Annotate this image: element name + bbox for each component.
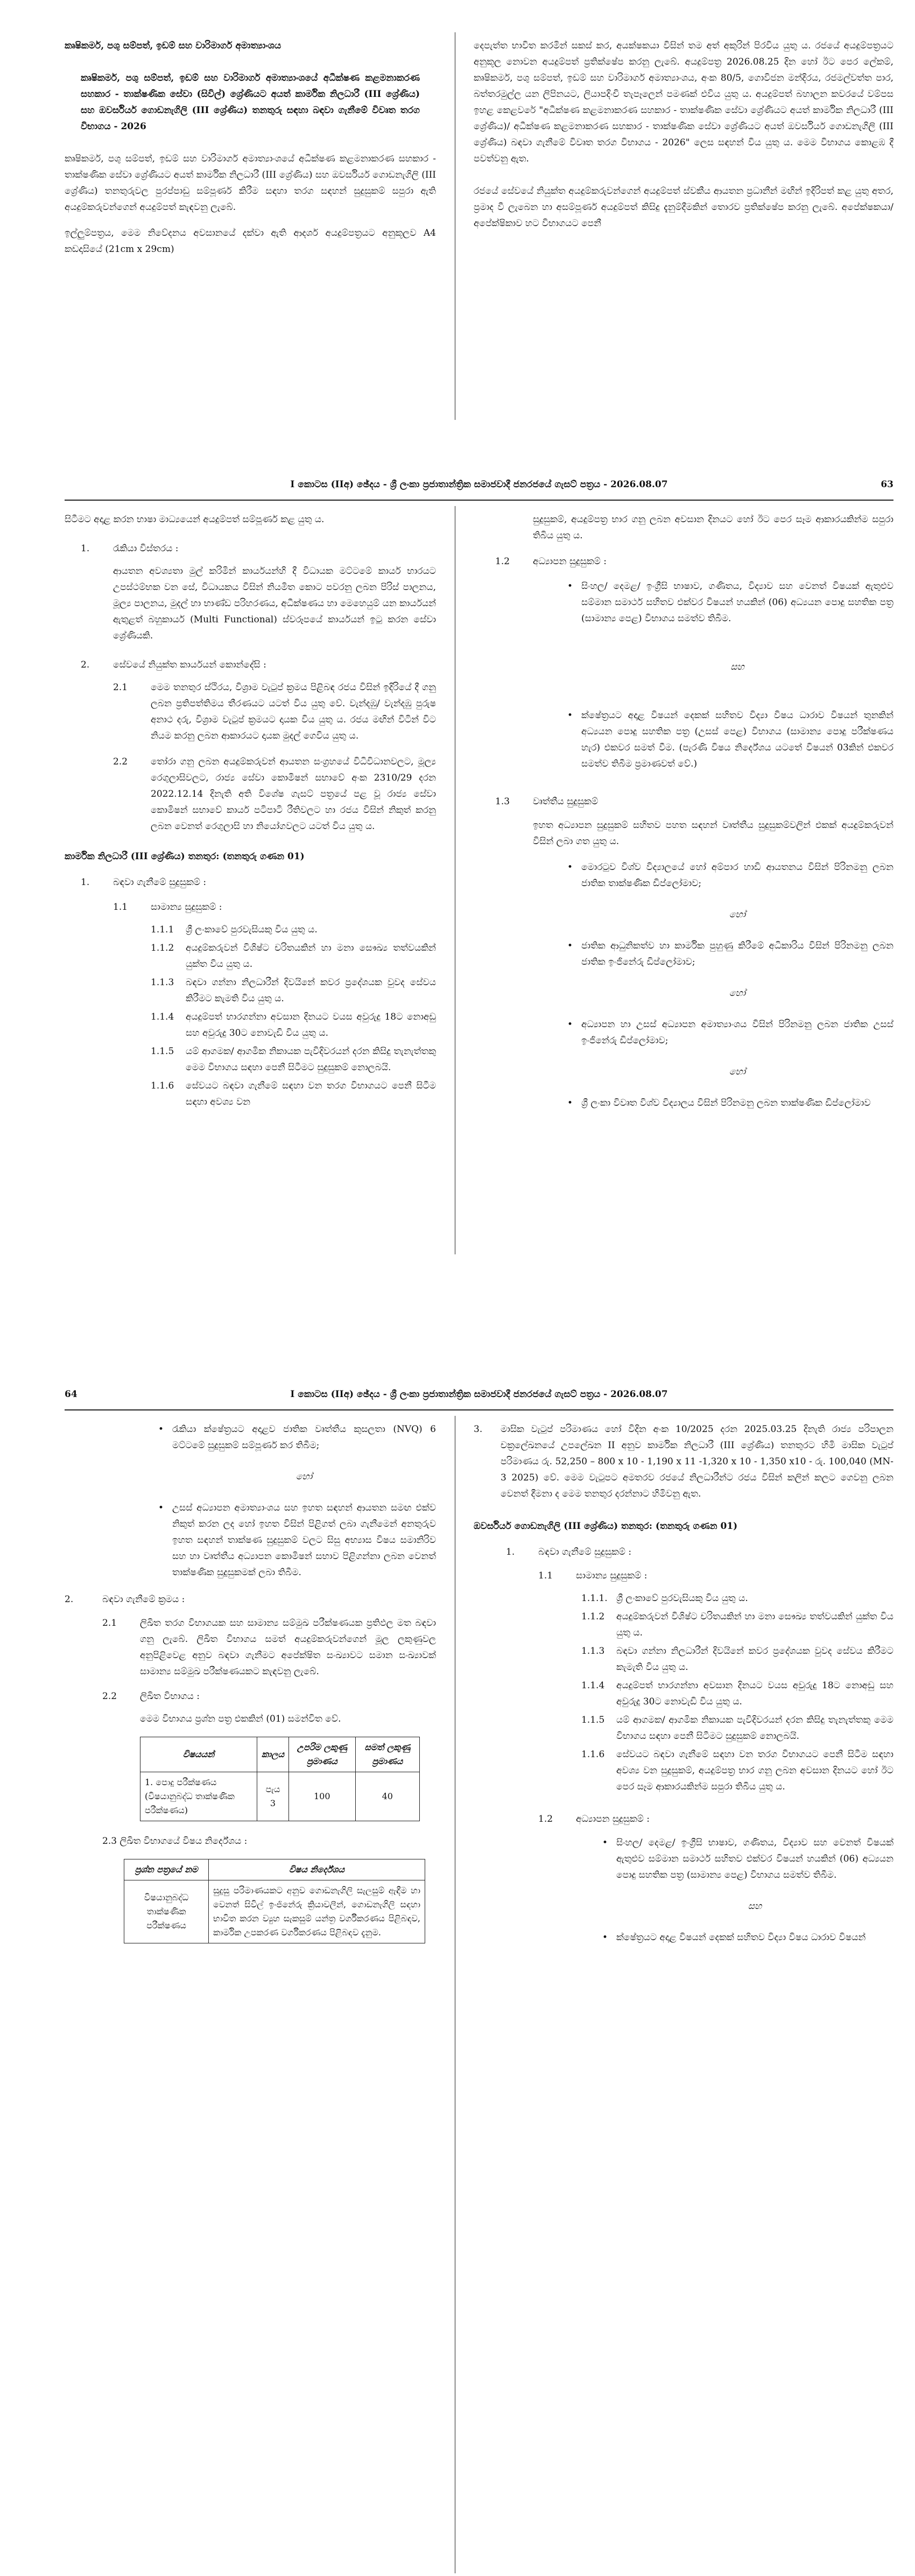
continuation-text: සුදුසුකම්, අයදුම්පත්‍ර භාර ගනු ලබන අවසාන දිනයට හෝ ඊට පෙර සෑම ආකාරයකින්ම සපුරා තිබිය යුතු ය. xyxy=(533,514,893,541)
or-separator: හෝ xyxy=(729,909,746,920)
qualification-item xyxy=(474,1609,893,1641)
section-title: බඳවා ගැනීමේ ක්‍රමය : xyxy=(102,1594,185,1605)
clause-2-2 xyxy=(65,754,436,834)
post-heading-overseer: ඔවර්සියර් ගොඩනැගිලි (III ශ්‍රේණිය) තනතුර: (තනතුරු ගණන 01) xyxy=(474,1521,738,1532)
item-number: 1.1.2 xyxy=(581,1611,605,1622)
item-number: 1.1.3 xyxy=(581,1646,605,1656)
item-text: බඳවා ගන්නා නිලධාරීන් දිවයිනේ කවර ප්‍රදේශයක වුවද සේවය කිරීමට කැමැති විය යුතු ය. xyxy=(616,1646,893,1673)
clause-number: 2.1 xyxy=(102,1618,117,1629)
table-header: කාලය xyxy=(257,1737,289,1772)
syllabus-title: 2.3 ලිඛිත විභාගයේ විෂය නිර්දේශය : xyxy=(102,1836,248,1847)
gazette-page-64 xyxy=(0,1384,915,2576)
or-separator: හෝ xyxy=(295,1471,313,1482)
qualification-item xyxy=(474,1712,893,1744)
item-number: 1.1.5 xyxy=(151,1046,174,1057)
clause-number: 1.1 xyxy=(538,1570,553,1581)
item-number: 1.1.1. xyxy=(581,1593,608,1604)
item-number: 1.1.3 xyxy=(151,977,174,988)
item-text: අයදුම්පත් භාරගන්නා අවසාන දිනයට වයස අවුරුදු 18ට නොඅඩු සහ අවුරුදු 30ට නොවැඩි විය යුතු ය. xyxy=(616,1680,893,1707)
clause-number: 1.2 xyxy=(495,556,510,567)
clause-text: තෝරා ගනු ලබන අයදුම්කරුවන් ආයතන සංග්‍රහයේ විධිවිධානවලට, මූල්‍ය රෙගුලාසිවලට, රාජ්‍ය සේවා කොමිෂන් සභාවේ අංක 2310/29 දරන 2022.12.14 දිනැති අති විශේෂ ගැසට් පත්‍රයේ පළ වූ රාජ්‍ය සේවා කොමිෂන් සභාවේ කාර්ය පටිපාටි රීතිවලට හා රජය විසින් නිකුත් කරනු ලබන වෙනත් රෙගුලාසි හා නියෝගවලට යටත් විය යුතු ය. xyxy=(151,756,436,832)
clause-title: සාමාන්‍ය සුදුසුකම් : xyxy=(576,1570,647,1581)
general-qualification-list xyxy=(65,922,436,1110)
section-title: බඳවා ගැනීමේ සුදුසුකම් : xyxy=(538,1547,632,1557)
clause-number: 1.2 xyxy=(538,1814,553,1824)
education-item: • සිංහල/ දෙමළ/ ඉංග්‍රීසි භාෂාව, ගණිතය, විද්‍යාව සහ වෙනත් විෂයක් ඇතුළුව සම්මාන සමාර්ථ සහිතව එක්වර විෂයන් හයකින් (06) අධ්‍යයන පොදු සහතික පත්‍ර (සාමාන්‍ය පෙළ) විභාගය සමත්ව තිබීම. xyxy=(616,1835,893,1883)
section-number: 1. xyxy=(506,1547,515,1557)
clause-2-2 xyxy=(65,1688,436,1704)
and-separator: සහ xyxy=(730,662,744,672)
vocational-item: • අධ්‍යාපන හා උසස් අධ්‍යාපන අමාත්‍යාංශය විසින් පිරිනමනු ලබන ජාතික උසස් ඉංජිනේරු ඩිප්ලෝමාව; xyxy=(581,1016,893,1049)
application-format-paragraph: ඉල්ලුම්පත්‍රය, මෙම නිවේදනය අවසානයේ දක්වා ඇති ආදර්ශ අයදුම්පත්‍රයට අනුකූලව A4 කඩදාසියේ (21cm x 29cm) xyxy=(65,228,436,255)
table-header: ප්‍රශ්න පත්‍රයේ නම xyxy=(124,1859,209,1880)
table-cell: විෂයානුබද්ධ තාක්ෂණික පරීක්ෂණය xyxy=(124,1880,209,1943)
page-number: 63 xyxy=(881,479,893,490)
qualification-item xyxy=(65,940,436,972)
header-title: I කොටස (IIඅ) ඡේදය - ශ්‍රී ලංකා ප්‍රජාතාන්ත්‍රික සමාජවාදී ජනරජයේ ගැසට් පත්‍රය - 2026.08.07 xyxy=(290,1389,668,1400)
table-cell: 100 xyxy=(289,1772,356,1821)
vocational-item: • ජාතික ආධුනිකත්ව හා කාර්මික පුහුණු කිරීමේ අධිකාරිය විසින් පිරිනමනු ලබන ජාතික ඉංජිනේරු ඩිප්ලෝමාව; xyxy=(581,938,893,970)
item-number: 1.1.4 xyxy=(581,1680,605,1691)
item-number: 1.1.1 xyxy=(151,924,174,935)
item-number: 1.1.5 xyxy=(581,1715,605,1725)
page64-left-column xyxy=(65,1421,436,1943)
table-header: සමත් ලකුණු ප්‍රමාණය xyxy=(355,1737,419,1772)
post-heading-technical-officer: කාර්මික නිලධාරී (III ශ්‍රේණිය) තනතුර: (තනතුරු ගණන 01) xyxy=(65,851,305,862)
table-header: විෂයයන් xyxy=(140,1737,257,1772)
item-text: ශ්‍රී ලංකාවේ පුරවැසියකු විය යුතු ය. xyxy=(186,924,318,935)
item-number: 1.1.6 xyxy=(581,1749,605,1760)
continuation-text: සිටීමට අදාළ කරන භාෂා මාධ්‍යයෙන් අයදුම්පත් සම්පූර්ණ කළ යුතු ය. xyxy=(65,514,325,525)
section-number: 1. xyxy=(81,877,90,888)
item-text: ශ්‍රී ලංකාවේ පුරවැසියකු විය යුතු ය. xyxy=(616,1593,748,1604)
clause-title: අධ්‍යාපන සුදුසුකම් : xyxy=(533,556,607,567)
clause-number: 1.1 xyxy=(113,902,128,913)
page64-right-column xyxy=(474,1421,893,1951)
education-list xyxy=(581,578,893,772)
section-number: 2. xyxy=(65,1594,74,1605)
table-cell: සුදුසු පරිමාණයකට අනුව ගොඩනැගිලි සැලසුම් ඇඳීම හා වෙනත් සිවිල් ඉංජිනේරු ක්‍රියාවලීන්, ගොඩනැගිලි සඳහා භාවිත කරන ව්‍යුහ සැකසුම් යන්ත්‍ර වර්ගීකරණය පිළිබඳව, කාර්මික උපකරණ වර්ගීකරණය පිළිබඳව දැනුම. xyxy=(209,1880,425,1943)
table-cell: 1. පොදු පරීක්ෂණය (විෂයානුබද්ධ තාක්ෂණික පරීක්ෂණය) xyxy=(140,1772,257,1821)
section-title: රැකියා විස්තරය : xyxy=(113,543,179,554)
section-3-salary xyxy=(474,1421,893,1502)
qualifications xyxy=(474,1544,893,1560)
and-separator: සහ xyxy=(748,1901,762,1912)
item-text: සේවයට බඳවා ගැනීමේ සඳහා වන තරග විභාගයට පෙනී සිටීම සඳහා අවශ්‍ය වන xyxy=(186,1080,436,1107)
notice-title: කෘෂිකර්ම, පශු සම්පත්, ඉඩම් සහ වාරිමාර්ග අමාත්‍යාංශයේ අධීක්ෂණ කළමනාකරණ සහකාර - තාක්ෂණික සේවා (සිවිල්) ශ්‍රේණියට අයත් කාර්මික නිලධාරී (III ශ්‍රේණිය) සහ ඔවර්සියර් ගොඩනැගිලි (III ශ්‍රේණිය) තනතුරු සඳහා බඳවා ගැනීමේ විවෘත තරග විභාගය - 2026 xyxy=(81,73,420,132)
clause-number: 2.2 xyxy=(113,756,128,767)
job-description: ආයතන අවශ්‍යතා මුල් කරිමින් කාර්යයන්හි දී විධායක මට්ටමේ කාර්ය භාරයට උපස්ථම්භක වන සේ, විධායකය විසින් නියමිත කොට පවරනු ලබන පිරිස් පාලනය, මූල්‍ය පාලනය, මුදල් හා භාණ්ඩ පරිහරණය, අධීක්ෂණය හා මෙහෙයුම් යන කාර්යයන් ඇතුළත් බහුකාර්ය (Multi Functional) ස්වරූපයේ කාර්යයන් ඉටු කරන සේවා ශ්‍රේණියකි. xyxy=(113,566,436,641)
page1-right-column xyxy=(474,38,893,241)
page-number: 64 xyxy=(65,1389,78,1400)
education-item: • ක්ෂේත්‍රයට අදාළ විෂයන් දෙකක් සහිතව විද්‍යා විෂය ධාරාව විෂයන් තුනකින් අධ්‍යයන පොදු සහතික පත්‍ර (උසස් පෙළ) විභාගය (සාමාන්‍ය පොදු පරීක්ෂණය හැර) එකවර සමත් වීම. (පැරණි විෂය නිර්දේශය යටතේ විෂයන් 03කින් එකවර සමත්ව තිබීම ප්‍රමාණවත් වේ.) xyxy=(581,707,893,772)
gazette-page-1 xyxy=(0,0,915,485)
submission-paragraph: දෙපැත්ත භාවිත කරමින් සකස් කර, අයක්ෂකයා විසින් තම අත් අකුරින් පිරවිය යුතු ය. රජයේ අයදුම්පත්‍රයට අනුකූල නොවන අයදුම්පත් ප්‍රතික්ෂේප කරනු ලැබේ. අයදුම්පත්‍ර 2026.08.25 දින හෝ ඊට පෙර ලේකම්, කෘෂිකර්ම, පශු සම්පත්, ඉඩම් සහ වාරිමාර්ග අමාත්‍යාංශය, අංක 80/5, ගොවිජන මන්දිරය, රජමල්වත්ත පාර, බත්තරමුල්ල යන ලිපිනයට, ලියාපදිංචි තැපෑලෙන් පමණක් එවිය යුතු ය. අයදුම්පත් බහාලන කවරයේ වම්පස ඉහළ කෙළවරේ "අධීක්ෂණ කළමනාකරණ සහකාර - තාක්ෂණික සේවා ශ්‍රේණියට අයත් කාර්මික නිලධාරී (III ශ්‍රේණිය)/ අධීක්ෂණ කළමනාකරණ සහකාර - තාක්ෂණික සේවා ශ්‍රේණියට අයත් ඔවර්සියර් ගොඩනැගිලි (III ශ්‍රේණිය) බඳවා ගැනීමේ විවෘත තරග විභාගය - 2026" ලෙස සඳහන් විය යුතු ය. මෙම විභාගය කොළඹ දී පවත්වනු ඇත. xyxy=(474,40,893,164)
education-list xyxy=(616,1835,893,1946)
item-text: යම් ආගමක/ ආගමික නිකායක පැවිදිවරයන් දරන කිසිදු තැනැත්තකු මෙම විභාගය සඳහා පෙනී සිටීමට සුදුසුකම් නොලබයි. xyxy=(616,1715,893,1742)
general-qualification-list xyxy=(474,1590,893,1795)
item-text: අයදුම්කරුවන් විශිෂ්ට චරිතයකින් හා මනා සෞඛ්‍ය තත්වයකින් යුක්ත විය යුතු ය. xyxy=(186,943,436,970)
qualification-item xyxy=(65,922,436,938)
section-number: 1. xyxy=(81,543,90,554)
general-qualifications xyxy=(474,1568,893,1584)
item-number: 1.1.4 xyxy=(151,1012,174,1022)
vocational-qualifications xyxy=(474,794,893,810)
section-number: 2. xyxy=(81,659,90,670)
or-separator: හෝ xyxy=(729,1066,746,1077)
clause-text: ලිඛිත තරග විභාගයක සහ සාමාන්‍ය සම්මුඛ පරීක්ෂණයක ප්‍රතිඵල මත බඳවා ගනු ලැබේ. ලිඛිත විභාගය සමත් අයදුම්කරුවන්ගෙන් මූල ලකුණුවල අනුපිළිවෙළ අනුව බඳවා ගැනීමට අපේක්ෂිත සංඛ්‍යාවට සමාන සංඛ්‍යාවක් සාමාන්‍ය සම්මුඛ පරීක්ෂණයකට කැඳවනු ලැබේ. xyxy=(140,1618,436,1677)
government-applicants-paragraph: රජයේ සේවයේ නියුක්ත අයදුම්කරුවන්ගෙන් අයදුම්පත් ස්වකීය ආයතන ප්‍රධානීන් මඟින් ඉදිරිපත් කළ යුතු අතර, ප්‍රමාද වී ලැබෙන හා අසම්පූර්ණ අයදුම්පත් කිසිදු දැනුම්දීමකින් තොරව ප්‍රතික්ෂේප කරනු ලැබේ. අපේක්ෂකයා/ අපේක්ෂිකාව හට විභාගයට පෙනී xyxy=(474,186,893,229)
clause-text: මෙම තනතුර ස්ථිරය, විශ්‍රාම වැටුප් ක්‍රමය පිළිබඳ රජය විසින් ඉදිරියේ දී ගනු ලබන ප්‍රතිපත්තිමය තීරණයට යටත් විය යුතු වේ. වැන්දඹු/ වැන්දඹු පුරුෂ අනාථ දරු, විශ්‍රාම වැටුප් ක්‍රමයට දායක විය යුතු ය. රජය මඟින් විටින් විට නියම කරනු ලබන ආකාරයට දායක මුදල් ගෙවිය යුතු ය. xyxy=(151,682,436,741)
table-row xyxy=(124,1880,425,1943)
header-rule xyxy=(65,1409,893,1410)
clause-title: ලිඛිත විභාගය : xyxy=(140,1691,200,1702)
section-number: 3. xyxy=(474,1424,483,1435)
header-title: I කොටස (IIඅ) ඡේදය - ශ්‍රී ලංකා ප්‍රජාතාන්ත්‍රික සමාජවාදී ජනරජයේ ගැසට් පත්‍රය - 2026.08.07 xyxy=(290,479,668,490)
table-cell: 40 xyxy=(355,1772,419,1821)
intro-paragraph: කෘෂිකර්ම, පශු සම්පත්, ඉඩම් සහ වාරිමාර්ග අමාත්‍යාංශයේ අධීක්ෂණ කළමනාකරණ සහකාර - තාක්ෂණික සේවා ශ්‍රේණියට අයත් කාර්මික නිලධාරී (III ශ්‍රේණිය) සහ ඔවර්සියර් ගොඩනැගිලි (III ශ්‍රේණිය) තනතුරුවල පුරප්පාඩු සම්පූර්ණ කිරීම සඳහා තරග සඳහන් සුදුසුකම් සපුරා ඇති අයදුම්කරුවන්ගෙන් අයදුම්පත් කැඳවනු ලැබේ. xyxy=(65,153,436,213)
vocational-item: • රැකියා ක්ෂේත්‍රයට අදාළව ජාතික වෘත්තීය කුසලතා (NVQ) 6 මට්ටමේ සුදුසුකම් සම්පූර්ණ කර තිබීම; xyxy=(172,1421,436,1454)
vocational-list-continued xyxy=(172,1421,436,1581)
table-row xyxy=(140,1772,420,1821)
page-header xyxy=(65,1389,893,1400)
item-text: යම් ආගමක/ ආගමික නිකායක පැවිදිවරයන් දරන කිසිදු තැනැත්තකු මෙම විභාගය සඳහා පෙනී සිටීමට සුදුසුකම් නොලබයි. xyxy=(186,1046,436,1073)
salary-text: මාසික වැටුප් පරිමාණය හෝ විදින අංක 10/2025 දරන 2025.03.25 දිනැති රාජ්‍ය පරිපාලන චක්‍රලේඛනයේ උපලේඛන II අනුව කාර්මික නිලධාරී (III ශ්‍රේණිය) තනතුරට හිමි මාසික වැටුප් පරිමාණය රු. 52,250 – 800 x 10 - 1,190 x 11 -1,320 x 10 - 1,350 x10 - රු. 100,040 (MN-3 2025) වේ. මෙම වැටුපට අමතරව රජයේ නිලධාරීන්ට රජය විසින් කලින් කලට ගෙවනු ලබන වෙනත් දීමනා ද මෙම තනතුර දරන්නාට හිමිවනු ඇත. xyxy=(501,1424,893,1499)
vocational-list xyxy=(581,859,893,1111)
section-title: බඳවා ගැනීමේ සුදුසුකම් : xyxy=(113,877,207,888)
qualification-item xyxy=(65,1078,436,1110)
qualification-item xyxy=(474,1643,893,1675)
qualification-item xyxy=(474,1677,893,1710)
qualification-item xyxy=(474,1746,893,1795)
section-2-recruitment xyxy=(65,1591,436,1608)
clause-number: 2.1 xyxy=(113,682,128,693)
table-header: විෂය නිර්දේශය xyxy=(209,1859,425,1880)
qualification-item xyxy=(65,1043,436,1076)
table-header-row xyxy=(124,1859,425,1880)
item-text: සේවයට බඳවා ගැනීමේ සඳහා වන තරග විභාගයට පෙනී සිටීම සඳහා අවශ්‍ය වන සුදුසුකම්, අයදුම්පත්‍ර භාර ගනු ලබන අවසාන දිනයට හෝ ඊට පෙර සෑම ආකාරයකින්ම සපුරා තිබිය යුතු ය. xyxy=(616,1749,893,1792)
or-separator: හෝ xyxy=(729,988,746,999)
page1-left-column xyxy=(65,38,436,267)
item-text: බඳවා ගන්නා නිලධාරීන් දිවයිනේ කවර ප්‍රදේශයක වුවද සේවය කිරීමට කැමති විය යුතු ය. xyxy=(186,977,436,1004)
syllabus-table xyxy=(124,1859,425,1943)
qualification-item xyxy=(65,1009,436,1041)
section-2 xyxy=(65,657,436,673)
vocational-item: • උසස් අධ්‍යාපන අමාත්‍යාංශය සහ ඉහත සඳහන් ආයතන සමඟ එක්ව නිකුත් කරන ලද හෝ ඉහත විසින් පිළිගත් ලබා ගැනීමෙන් අනතුරුව ඉහත සඳහන් තාක්ෂණ සුදුසුකම් වලට සිසු අභ්‍යාස විෂය සමානිරිව සහ හා වෘත්තීය අධ්‍යාපන කොමිෂන් සභාව පිළිගන්නා ලබන වෙනත් තාක්ෂණික සුදුසුකමක් ලබා තිබීම. xyxy=(172,1500,436,1581)
clause-number: 1.3 xyxy=(495,796,510,807)
page63-left-column xyxy=(65,511,436,1112)
item-number: 1.1.2 xyxy=(151,943,174,953)
item-number: 1.1.6 xyxy=(151,1080,174,1091)
vocational-item: • මොරටුව විශ්ව විද්‍යාලයේ හෝ අම්පාර හාඩි ආයතනය විසින් පිරිනමනු ලබන ජාතික තාක්ෂණික ඩිප්ලෝමාව; xyxy=(581,859,893,892)
page-header xyxy=(65,479,893,490)
exam-structure-table xyxy=(140,1737,420,1821)
table-header-row xyxy=(140,1737,420,1772)
general-qualifications xyxy=(65,899,436,915)
table-cell: පැය 3 xyxy=(257,1772,289,1821)
section-title: සේවයේ නියුක්ත කාර්යයන් කොන්දේසි : xyxy=(113,659,266,670)
section-1 xyxy=(65,541,436,557)
item-text: අයදුම්පත් භාරගන්නා අවසාන දිනයට වයස අවුරුදු 18ට නොඅඩු සහ අවුරුදු 30ට නොවැඩි විය යුතු ය. xyxy=(186,1012,436,1038)
vocational-intro: ඉහත අධ්‍යාපන සුදුසුකම් සහිතව පහත සඳහන් වෘත්තීය සුදුසුකම්වලින් එකක් අයදුම්කරුවන් විසින් ලබා ගත යුතු ය. xyxy=(533,820,893,847)
clause-title: සාමාන්‍ය සුදුසුකම් : xyxy=(151,902,222,913)
qualification-item xyxy=(65,974,436,1007)
ministry-heading: කෘෂිකර්ම, පශු සම්පත්, ඉඩම් සහ වාරිමාර්ග අමාත්‍යාංශය xyxy=(65,40,281,51)
clause-2-1 xyxy=(65,679,436,744)
education-item: • ක්ෂේත්‍රයට අදාළ විෂයන් දෙකක් සහිතව විද්‍යා විෂය ධාරාව විෂයන් xyxy=(616,1929,893,1946)
clause-2-1 xyxy=(65,1615,436,1680)
qualifications xyxy=(65,874,436,890)
exam-description: මෙම විභාගය ප්‍රශ්න පත්‍ර එකකින් (01) සමන්විත වේ. xyxy=(140,1714,341,1724)
vocational-item: • ශ්‍රී ලංකා විවෘත විශ්ව විද්‍යාලය විසින් පිරිනමනු ලබන තාක්ෂණික ඩිප්ලෝමාව xyxy=(581,1095,893,1111)
education-qualifications xyxy=(474,1811,893,1827)
gazette-page-63 xyxy=(0,474,915,1389)
clause-number: 2.2 xyxy=(102,1691,117,1702)
header-rule xyxy=(65,500,893,501)
item-text: අයදුම්කරුවන් විශිෂ්ට චරිතයකින් හා මනා සෞඛ්‍ය තත්වයකින් යුක්ත විය යුතු ය. xyxy=(616,1611,893,1638)
clause-title: වෘත්තීය සුදුසුකම් xyxy=(533,796,599,807)
page63-right-column xyxy=(474,511,893,1117)
table-header: උපරිම ලකුණු ප්‍රමාණය xyxy=(289,1737,356,1772)
education-qualifications xyxy=(474,553,893,570)
clause-title: අධ්‍යාපන සුදුසුකම් : xyxy=(576,1814,650,1824)
qualification-item xyxy=(474,1590,893,1606)
education-item: • සිංහල/ දෙමළ/ ඉංග්‍රීසි භාෂාව, ගණිතය, විද්‍යාව සහ වෙනත් විෂයක් ඇතුළුව සම්මාන සමාර්ථ සහිතව එක්වර විෂයන් හයකින් (06) අධ්‍යයන පොදු සහතික පත්‍ර (සාමාන්‍ය පෙළ) විභාගය සමත්ව තිබීම. xyxy=(581,578,893,627)
